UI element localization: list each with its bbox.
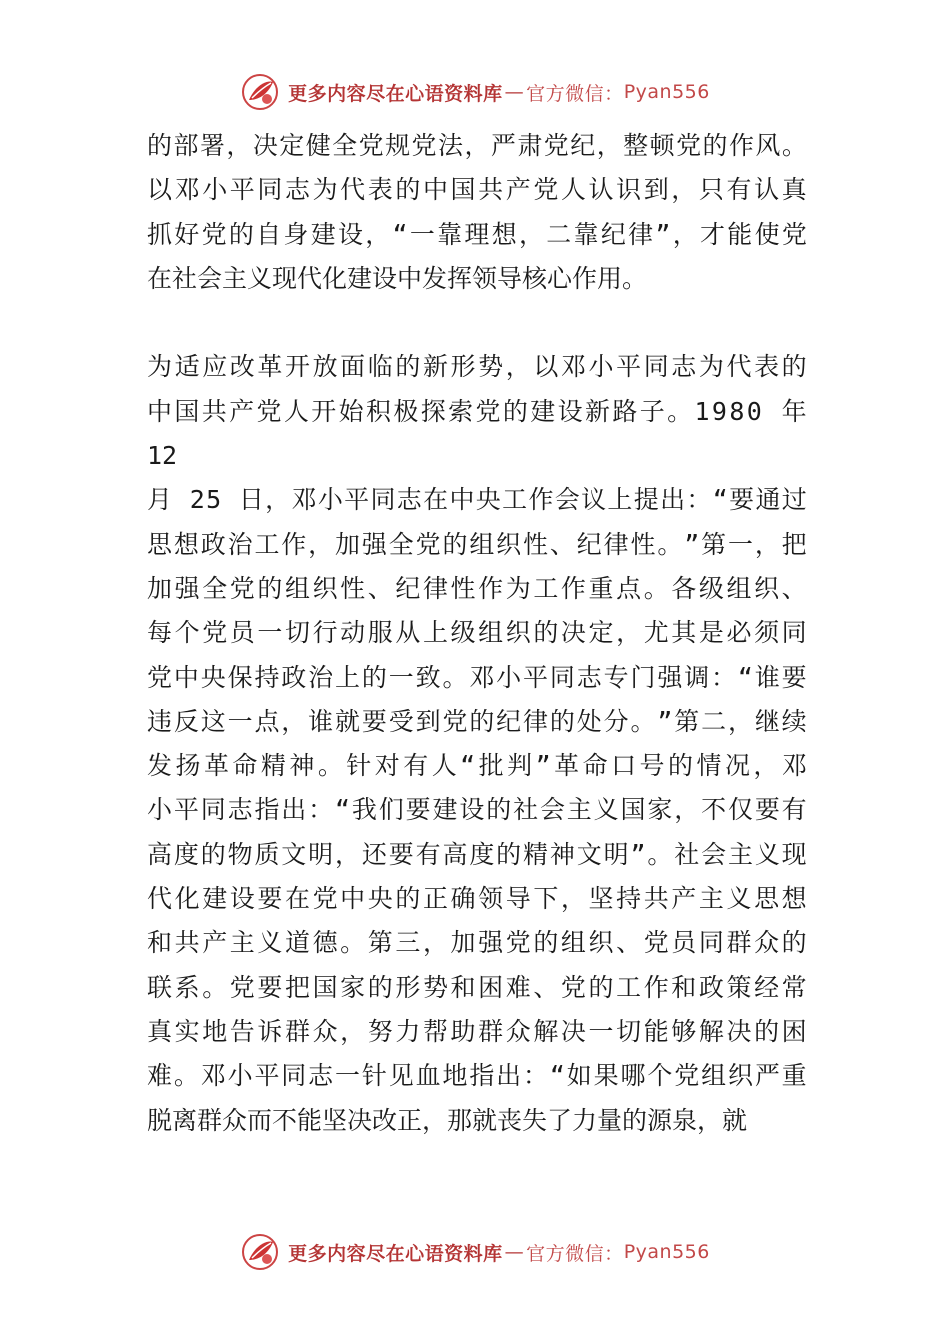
paragraph-1 <box>147 124 807 301</box>
header-title: 更多内容尽在心语资料库 <box>288 82 503 105</box>
body-text <box>147 124 807 1143</box>
leaf-logo-icon <box>240 1232 280 1272</box>
footer-wechat-label: 官方微信： <box>526 1242 624 1265</box>
text-line: 在社会主义现代化建设中发挥领导核心作用。 <box>147 263 648 293</box>
footer-wechat-id: Pyan556 <box>623 1241 710 1263</box>
text-line: 以 邓 小 平 同 志 为 代 表 的 中 国 共 产 党 人 认 识 到 ， 只 有 认 真 <box>147 175 807 205</box>
text-line: 真 实 地 告 诉 群 众 ， 努 力 帮 助 群 众 解 决 一 切 能 够 解 决 的 困 <box>147 1016 807 1046</box>
text-line: 中 国 共 产 党 人 开 始 积 极 探 索 党 的 建 设 新 路 子 。 1 9 8 0 年 <box>147 396 807 426</box>
header-banner <box>0 70 950 114</box>
text-line: 联 系 。 党 要 把 国 家 的 形 势 和 困 难 、 党 的 工 作 和 政 策 经 常 <box>147 972 807 1002</box>
header-wechat-id: Pyan556 <box>623 81 710 103</box>
text-line: 脱离群众而不能坚决改正，那就丧失了力量的源泉，就 <box>147 1105 748 1135</box>
text-line: 代 化 建 设 要 在 党 中 央 的 正 确 领 导 下 ， 坚 持 共 产 主 义 思 想 <box>147 884 807 914</box>
leaf-logo-icon <box>240 72 280 112</box>
header-wechat-label: 官方微信： <box>526 82 624 105</box>
paragraph-2 <box>147 345 807 1142</box>
text-line: 的 部 署 ， 决 定 健 全 党 规 党 法 ， 严 肃 党 纪 ， 整 顿 党 的 作 风 。 <box>147 131 807 160</box>
text-line: 抓 好 党 的 自 身 建 设 ， “ 一 靠 理 想 ， 二 靠 纪 律 ” ， 才 能 使 党 <box>147 219 807 249</box>
text-line: 高 度 的 物 质 文 明 ， 还 要 有 高 度 的 精 神 文 明 ” 。 社 会 主 义 现 <box>147 839 807 869</box>
header-separator: — <box>504 81 525 103</box>
text-line: 加 强 全 党 的 组 织 性 、 纪 律 性 作 为 工 作 重 点 。 各 级 组 织 、 <box>147 573 807 603</box>
text-line: 12 <box>147 441 178 471</box>
text-line: 小 平 同 志 指 出 ： “ 我 们 要 建 设 的 社 会 主 义 国 家 ， 不 仅 要 有 <box>147 795 807 825</box>
text-line: 难 。 邓 小 平 同 志 一 针 见 血 地 指 出 ： “ 如 果 哪 个 党 组 织 严 重 <box>147 1061 807 1091</box>
footer-title: 更多内容尽在心语资料库 <box>288 1242 503 1265</box>
text-line: 违 反 这 一 点 ， 谁 就 要 受 到 党 的 纪 律 的 处 分 。 ” 第 二 ， 继 续 <box>147 706 807 736</box>
text-line: 每 个 党 员 一 切 行 动 服 从 上 级 组 织 的 决 定 ， 尤 其 是 必 须 同 <box>147 618 807 648</box>
text-line: 党 中 央 保 持 政 治 上 的 一 致 。 邓 小 平 同 志 专 门 强 调 ： “ 谁 要 <box>147 662 807 692</box>
text-line: 发 扬 革 命 精 神 。 针 对 有 人 “ 批 判 ” 革 命 口 号 的 情 况 ， 邓 <box>147 751 807 781</box>
text-line: 为 适 应 改 革 开 放 面 临 的 新 形 势 ， 以 邓 小 平 同 志 为 代 表 的 <box>147 352 807 382</box>
footer-banner <box>0 1230 950 1274</box>
text-line: 思 想 政 治 工 作 ， 加 强 全 党 的 组 织 性 、 纪 律 性 。 ” 第 一 ， 把 <box>147 529 807 559</box>
text-line: 月 2 5 日 ， 邓 小 平 同 志 在 中 央 工 作 会 议 上 提 出 ： “ 要 通 过 <box>147 485 807 515</box>
footer-separator: — <box>504 1241 525 1263</box>
text-line: 和 共 产 主 义 道 德 。 第 三 ， 加 强 党 的 组 织 、 党 员 同 群 众 的 <box>147 928 807 958</box>
